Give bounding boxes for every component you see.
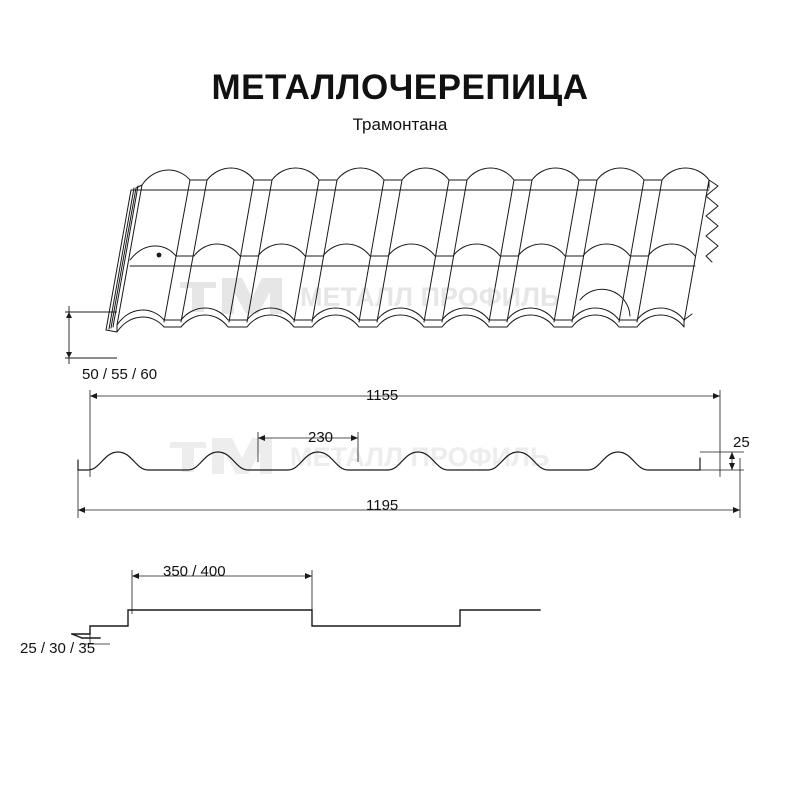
section-view [60,382,750,527]
page-title: МЕТАЛЛОЧЕРЕПИЦА [211,68,589,107]
profile-view [60,548,620,658]
label-wave-pitch: 230 [308,429,334,446]
label-step-height: 50 / 55 / 60 [82,366,158,383]
label-step-depth: 25 / 30 / 35 [20,640,96,657]
svg-text:МЕТАЛЛ ПРОФИЛЬ: МЕТАЛЛ ПРОФИЛЬ [300,282,560,312]
label-total-width: 1195 [366,497,399,514]
svg-text:МЕТАЛЛ ПРОФИЛЬ: МЕТАЛЛ ПРОФИЛЬ [290,442,550,472]
label-useful-width: 1155 [366,387,399,404]
page-subtitle: Трамонтана [352,115,448,134]
label-profile-height: 25 [733,434,750,451]
label-step-length: 350 / 400 [163,563,226,580]
dimension-step-height [55,300,175,370]
